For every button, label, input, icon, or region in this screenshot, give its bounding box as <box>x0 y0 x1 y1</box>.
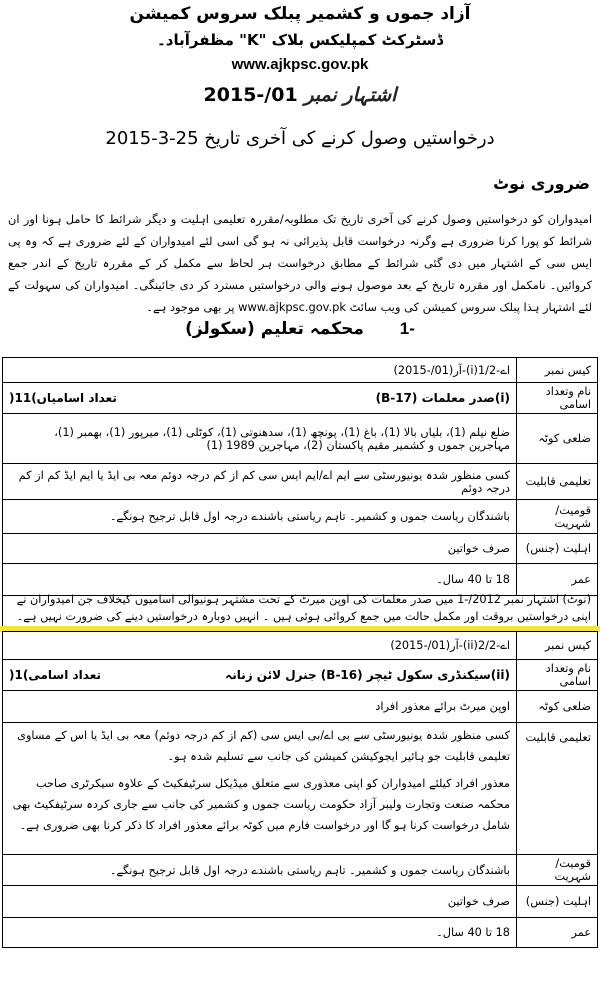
advertisement-label: اشتہار نمبر <box>304 84 397 106</box>
case-2-qualification-2: معذور افراد کیلئے امیدواران کو اپنی معذوری سے متعلق میڈیکل سرٹیفکیٹ کے علاوہ سیکرٹری صاحب محکمہ صنعت وتجارت ولیبر آزاد حکومت ریاست جموں و کشمیر کی جانب سے جاری کردہ سرٹیفکیٹ بھی شامل درخواست کرنا ہو گا اور درخواست فارم میں کوٹہ برائے معذور افراد کا ذکر کرنا بھی ضروری ہے۔ <box>12 777 510 832</box>
case-1-number: اے-1/2(i)-آر(01/-2015) <box>3 358 517 383</box>
department-title <box>0 318 600 339</box>
label-post-name: نام وتعداد اسامی <box>517 660 598 691</box>
case-2-table <box>2 631 598 948</box>
case-2-qualification-cell <box>3 723 517 855</box>
table-row <box>3 723 598 855</box>
label-qualification: تعلیمی قابلیت <box>517 464 598 500</box>
deadline-date: 25-3-2015 <box>105 128 199 149</box>
table-row <box>3 500 598 534</box>
label-eligibility: اہلیت (جنس) <box>517 534 598 564</box>
advertisement-number <box>0 84 600 106</box>
deadline <box>0 128 600 149</box>
label-district-quota: ضلعی کوٹہ <box>517 414 598 464</box>
case-1-nationality: باشندگان ریاست جموں و کشمیر۔ تاہم ریاستی باشندے درجہ اول قابل ترجیح ہونگے۔ <box>3 500 517 534</box>
important-note-paragraph: امیدواران کو درخواستیں وصول کرنے کی آخری تاریخ تک مطلوبہ/مقررہ تعلیمی اہلیت و دیگر شرائط کا حامل ہونا اور ان شرائط کو پورا کرنا ضروری ہے وگرنہ درخواست قابل پذیرائی نہ ہو گی اسی لئے امیدواران کے لئے ضروری ہے کہ وہ پی ایس سی کے اشتہار میں دی گئی شرائط کے مطابق درخواست ہر لحاظ سے مکمل کر کے مقررہ تاریخ کے اندر جمع کروائیں۔ نامکمل اور مقررہ تاریخ کے بعد موصول ہونے والی درخواستیں مسترد کر دی جائینگی۔ امیدواران کی سہولت کے لئے اشتہار ہذا پبلک سروس کمیشن کی ویب سائٹ www.ajkpsc.gov.pk پر بھی موجود ہے۔ <box>8 212 592 314</box>
label-age: عمر <box>517 918 598 948</box>
table-row <box>3 691 598 723</box>
case-1-eligibility: صرف خواتین <box>3 534 517 564</box>
label-nationality: قومیت/شہریت <box>517 500 598 534</box>
label-eligibility: اہلیت (جنس) <box>517 886 598 918</box>
case-1-quota-line-2: مہاجرین جموں و کشمیر مقیم پاکستان (2)، مہاجرین 1989 (1) <box>206 438 510 452</box>
case-2-post: (ii)سیکنڈری سکول ٹیچر (B-16) جنرل لائن زنانہ <box>225 668 510 682</box>
table-row <box>3 383 598 414</box>
department-number: -1 <box>399 319 415 338</box>
table-row <box>3 534 598 564</box>
case-1-post-cell <box>3 383 517 414</box>
case-2-quota: اوپن میرٹ برائے معذور افراد <box>3 691 517 723</box>
table-row <box>3 414 598 464</box>
advertisement-value: 01/-2015 <box>203 84 298 106</box>
case-2-age: 18 تا 40 سال۔ <box>3 918 517 948</box>
table-row <box>3 886 598 918</box>
important-note-heading: ضروری نوٹ <box>493 174 590 193</box>
table-row <box>3 918 598 948</box>
case-2-nationality: باشندگان ریاست جموں و کشمیر۔ تاہم ریاستی باشندے درجہ اول قابل ترجیح ہونگے۔ <box>3 855 517 886</box>
label-district-quota: ضلعی کوٹہ <box>517 691 598 723</box>
table-row <box>3 464 598 500</box>
table-row <box>3 660 598 691</box>
label-nationality: قومیت/شہریت <box>517 855 598 886</box>
case-2-post-cell <box>3 660 517 691</box>
label-age: عمر <box>517 564 598 596</box>
table-row <box>3 855 598 886</box>
case-1-table <box>2 357 598 596</box>
commission-name: آزاد جموں و کشمیر پبلک سروس کمیشن <box>129 4 471 24</box>
label-post-name: نام وتعداد اسامی <box>517 383 598 414</box>
case-1-qualification: کسی منظور شدہ یونیورسٹی سے ایم اے/ایم ایس سی کم از کم درجہ دوئم معہ بی ایڈ یا ایم ایڈ کم از کم درجہ دوئم <box>3 464 517 500</box>
label-case-no: کیس نمبر <box>517 358 598 383</box>
case-1-quota-cell <box>3 414 517 464</box>
case-2-number: اے-2/2(ii)-آر(01/-2015) <box>3 632 517 660</box>
case-1-age: 18 تا 40 سال۔ <box>3 564 517 596</box>
case-1-footnote: (نوٹ) اشتہار نمبر 2012/-1 میں صدر معلمات کی اوپن میرٹ کے تحت مشتہر ہونیوالی اسامیوں کیخلاف جن امیدواران نے اپنی درخواستیں بروقت اور مکمل حالت میں جمع کروائی ہوئی ہیں ۔ انہیں دوبارہ درخواستیں دینے کی ضرورت نہیں ہے۔ <box>2 590 598 627</box>
case-2-count: تعداد اسامی)1( <box>9 668 101 682</box>
case-2-eligibility: صرف خواتین <box>3 886 517 918</box>
table-row <box>3 632 598 660</box>
department-name: محکمہ تعلیم (سکولز) <box>185 319 364 339</box>
commission-address: ڈسٹرکٹ کمپلیکس بلاک "K" مظفرآباد۔ <box>156 31 444 49</box>
label-qualification: تعلیمی قابلیت <box>517 723 598 855</box>
case-1-post: (i)صدر معلمات (B-17) <box>375 391 510 405</box>
case-1-quota-line-1: ضلع نیلم (1)، بلیاں بالا (1)، باغ (1)، پونچھ (1)، سدھنوتی (1)، کوٹلی (1)، میرپور (1)، بھمبر (1)، <box>54 425 510 439</box>
case-2-qualification-1: کسی منظور شدہ یونیورسٹی سے بی اے/بی ایس سی (کم از کم درجہ دوئم) معہ بی ایڈ یا اس کے مساوی تعلیمی قابلیت جو ہائیر ایجوکیشن کمیشن کی جانب سے تسلیم شدہ ہو۔ <box>17 729 510 763</box>
deadline-text: درخواستیں وصول کرنے کی آخری تاریخ <box>204 128 495 149</box>
table-row <box>3 358 598 383</box>
case-1-count: تعداد اسامیاں)11( <box>9 391 117 405</box>
label-case-no: کیس نمبر <box>517 632 598 660</box>
commission-website[interactable]: www.ajkpsc.gov.pk <box>231 56 369 73</box>
